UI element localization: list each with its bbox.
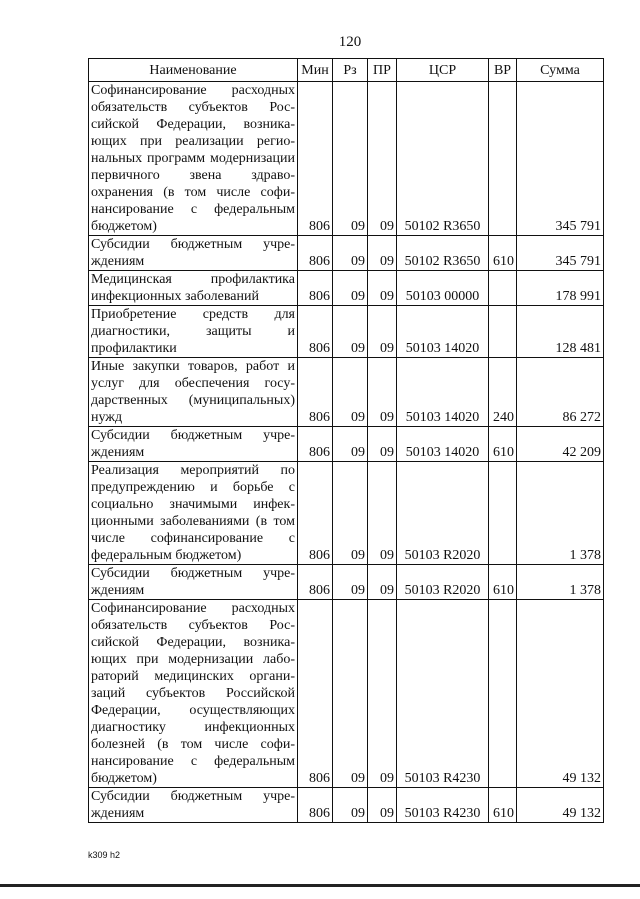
row-pr: 09 (368, 82, 397, 236)
table-row (89, 358, 604, 427)
row-name: Иные закупки товаров, работ и услуг для обеспечения государственных (муниципальных) нужд (89, 358, 298, 427)
row-csr: 50103 R4230 (397, 600, 489, 788)
row-min: 806 (298, 600, 333, 788)
table-row (89, 271, 604, 306)
row-min: 806 (298, 427, 333, 462)
row-min: 806 (298, 306, 333, 358)
row-vr (489, 82, 517, 236)
row-name: Субсидии бюджетным учреждениям (89, 565, 298, 600)
col-header-sum: Сумма (517, 59, 604, 82)
row-pr: 09 (368, 462, 397, 565)
budget-table (88, 58, 604, 823)
row-rz: 09 (333, 306, 368, 358)
row-name: Субсидии бюджетным учреждениям (89, 427, 298, 462)
row-pr: 09 (368, 565, 397, 600)
table-row (89, 788, 604, 823)
row-csr: 50103 00000 (397, 271, 489, 306)
table-row (89, 565, 604, 600)
bottom-rule (0, 884, 640, 887)
row-rz: 09 (333, 82, 368, 236)
col-header-csr: ЦСР (397, 59, 489, 82)
footer-code: k309 h2 (88, 850, 121, 860)
row-csr: 50102 R3650 (397, 236, 489, 271)
row-name: Субсидии бюджетным учреждениям (89, 236, 298, 271)
table-row (89, 600, 604, 788)
row-sum: 128 481 (517, 306, 604, 358)
row-pr: 09 (368, 236, 397, 271)
header-row (89, 59, 604, 82)
row-name: Субсидии бюджетным учреждениям (89, 788, 298, 823)
table-row (89, 462, 604, 565)
table-row (89, 427, 604, 462)
row-pr: 09 (368, 306, 397, 358)
row-pr: 09 (368, 358, 397, 427)
col-header-min: Мин (298, 59, 333, 82)
row-csr: 50103 14020 (397, 427, 489, 462)
row-rz: 09 (333, 427, 368, 462)
table-row (89, 236, 604, 271)
row-csr: 50103 14020 (397, 358, 489, 427)
row-vr (489, 600, 517, 788)
col-header-vr: ВР (489, 59, 517, 82)
row-min: 806 (298, 565, 333, 600)
row-name: Приобретение средств для диагностики, защиты и профилактики (89, 306, 298, 358)
row-rz: 09 (333, 600, 368, 788)
col-header-rz: Рз (333, 59, 368, 82)
row-csr: 50102 R3650 (397, 82, 489, 236)
row-csr: 50103 R2020 (397, 462, 489, 565)
row-vr (489, 462, 517, 565)
row-rz: 09 (333, 271, 368, 306)
row-pr: 09 (368, 788, 397, 823)
row-vr: 610 (489, 565, 517, 600)
row-sum: 345 791 (517, 236, 604, 271)
row-sum: 86 272 (517, 358, 604, 427)
row-sum: 345 791 (517, 82, 604, 236)
col-header-pr: ПР (368, 59, 397, 82)
row-pr: 09 (368, 600, 397, 788)
col-header-name: Наименование (89, 59, 298, 82)
row-rz: 09 (333, 788, 368, 823)
row-rz: 09 (333, 358, 368, 427)
row-name: Медицинская профилактика инфекционных заболеваний (89, 271, 298, 306)
row-min: 806 (298, 462, 333, 565)
row-vr: 610 (489, 427, 517, 462)
page-number: 120 (338, 34, 362, 50)
row-vr (489, 271, 517, 306)
row-csr: 50103 R4230 (397, 788, 489, 823)
row-sum: 49 132 (517, 788, 604, 823)
row-min: 806 (298, 271, 333, 306)
row-sum: 1 378 (517, 565, 604, 600)
table-row (89, 82, 604, 236)
table-row (89, 306, 604, 358)
row-min: 806 (298, 236, 333, 271)
row-rz: 09 (333, 462, 368, 565)
row-sum: 49 132 (517, 600, 604, 788)
row-vr: 610 (489, 236, 517, 271)
row-sum: 1 378 (517, 462, 604, 565)
row-name: Софинансирование расходных обязательств субъектов Российской Федерации, возникающих при модернизации лабораторий медицинских организаций субъектов Российской Федерации, осуществляющих диагностику инфекционных болезней (в том числе софинансирование с федеральным бюджетом) (89, 600, 298, 788)
row-min: 806 (298, 82, 333, 236)
row-min: 806 (298, 788, 333, 823)
row-vr: 610 (489, 788, 517, 823)
row-min: 806 (298, 358, 333, 427)
row-vr: 240 (489, 358, 517, 427)
row-rz: 09 (333, 565, 368, 600)
row-name: Реализация мероприятий по предупреждению и борьбе с социально значимыми инфекционными заболеваниями (в том числе софинансирование с федеральным бюджетом) (89, 462, 298, 565)
row-csr: 50103 14020 (397, 306, 489, 358)
row-vr (489, 306, 517, 358)
row-rz: 09 (333, 236, 368, 271)
row-sum: 42 209 (517, 427, 604, 462)
row-pr: 09 (368, 427, 397, 462)
row-csr: 50103 R2020 (397, 565, 489, 600)
row-pr: 09 (368, 271, 397, 306)
row-sum: 178 991 (517, 271, 604, 306)
row-name: Софинансирование расходных обязательств субъектов Российской Федерации, возникающих при реализации региональных программ модернизации первичного звена здравоохранения (в том числе софинансирование с федеральным бюджетом) (89, 82, 298, 236)
